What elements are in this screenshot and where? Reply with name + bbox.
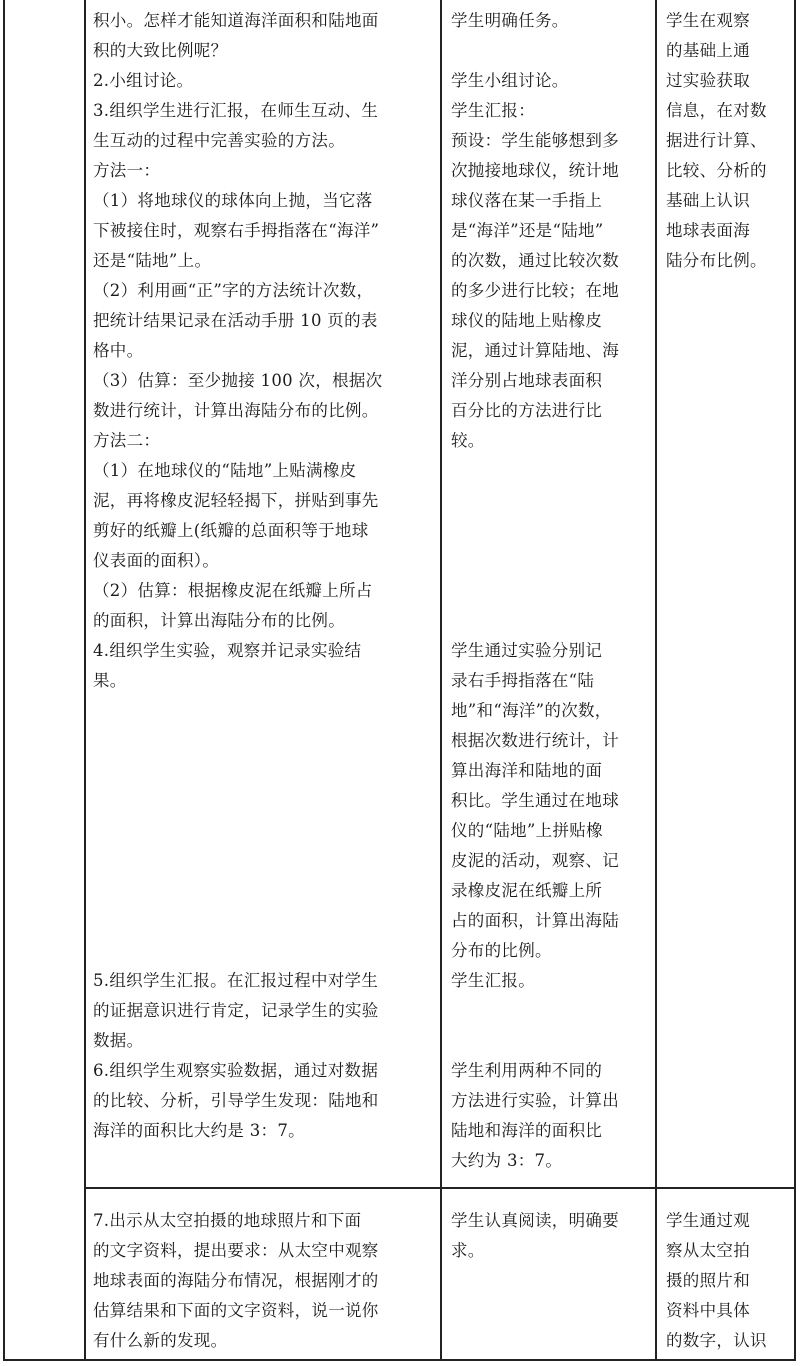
text-line: 占的面积，计算出海陆 [451,911,619,930]
text-line: 的面积，计算出海陆分布的比例。 [93,611,345,630]
design-intent-block-b [666,1206,786,1356]
text-line: 有什么新的发现。 [93,1331,228,1350]
text-line: （2）利用画“正”字的方法统计次数， [93,281,374,300]
text-line: （1）将地球仪的球体向上抛，当它落 [93,191,373,210]
text-line: 陆分布比例。 [666,251,767,270]
text-line: 泥，再将橡皮泥轻轻揭下，拼贴到事先 [93,491,379,510]
teacher-activities-block-c [93,1206,433,1356]
text-line: 仪表面的面积）。 [93,551,220,570]
column-divider [84,0,86,1361]
text-line: 还是“陆地”上。 [93,251,212,270]
table-border-left [3,0,5,1361]
text-line: 数进行统计，计算出海陆分布的比例。 [93,401,379,420]
row-divider [84,1187,795,1189]
text-line: 分布的比例。 [451,941,552,960]
text-line: 地”和“海洋”的次数， [451,701,612,720]
text-line: 的次数，通过比较次数 [451,251,619,270]
student-activities-block-e [451,1206,647,1266]
text-line: 格中。 [93,341,144,360]
text-line: 次抛接地球仪，统计地 [451,161,619,180]
text-line: 学生通过观 [666,1211,750,1230]
text-line: 录橡皮泥在纸瓣上所 [451,881,603,900]
teacher-activities-block-a [93,6,433,696]
text-line: 是“海洋”还是“陆地” [451,221,604,240]
text-line: 球仪的陆地上贴橡皮 [451,311,603,330]
text-line: 剪好的纸瓣上(纸瓣的总面积等于地球 [93,521,369,540]
text-line: 求。 [451,1241,485,1260]
text-line: 6.组织学生观察实验数据，通过对数据 [93,1061,379,1080]
text-line: 5.组织学生汇报。在汇报过程中对学生 [93,971,379,990]
text-line [451,36,647,66]
text-line: 7.出示从太空拍摄的地球照片和下面 [93,1211,362,1230]
design-intent-block-a [666,6,786,276]
text-line: 果。 [93,671,127,690]
text-line: 仪的“陆地”上拼贴橡 [451,821,603,840]
column-divider [655,0,657,1361]
text-line: 方法二： [93,431,161,450]
text-line: 据进行计算、 [666,131,767,150]
text-line: 察从太空拍 [666,1241,750,1260]
text-line: 的多少进行比较；在地 [451,281,619,300]
text-line: 的比较、分析，引导学生发现：陆地和 [93,1091,379,1110]
text-line: 基础上认识 [666,191,750,210]
text-line: 地球表面的海陆分布情况，根据刚才的 [93,1271,379,1290]
text-line: 的基础上通 [666,41,750,60]
text-line: 过实验获取 [666,71,750,90]
text-line: 球仪落在某一手指上 [451,191,603,210]
text-line: （2）估算：根据橡皮泥在纸瓣上所占 [93,581,373,600]
text-line: 百分比的方法进行比 [451,401,603,420]
text-line: 学生汇报： [451,101,535,120]
text-line: 皮泥的活动，观察、记 [451,851,619,870]
text-line: （3）估算：至少抛接 100 次，根据次 [93,371,383,390]
text-line: 估算结果和下面的文字资料，说一说你 [93,1301,379,1320]
text-line: 积小。怎样才能知道海洋面积和陆地面 [93,11,379,30]
text-line: 比较、分析的 [666,161,767,180]
text-line: 泥，通过计算陆地、海 [451,341,619,360]
text-line: 陆地和海洋的面积比 [451,1121,603,1140]
text-line: 2.小组讨论。 [93,71,194,90]
teacher-activities-block-b [93,966,433,1146]
text-line: 学生在观察 [666,11,750,30]
text-line: 学生汇报。 [451,971,535,990]
text-line: 的文字资料，提出要求：从太空中观察 [93,1241,379,1260]
text-line: 地球表面海 [666,221,750,240]
text-line: 方法一： [93,161,161,180]
text-line: 大约为 3：7。 [451,1151,563,1170]
column-divider [440,0,442,1361]
text-line: 根据次数进行统计，计 [451,731,619,750]
text-line: 算出海洋和陆地的面 [451,761,603,780]
text-line: 学生认真阅读，明确要 [451,1211,619,1230]
text-line: 积的大致比例呢？ [93,41,228,60]
text-line: 较。 [451,431,485,450]
text-line: 方法进行实验，计算出 [451,1091,619,1110]
text-line: 信息，在对数 [666,101,767,120]
student-activities-block-d [451,1056,647,1176]
text-line: 洋分别占地球表面积 [451,371,603,390]
text-line: 资料中具体 [666,1301,750,1320]
table-border-right [794,0,796,1361]
text-line: 生互动的过程中完善实验的方法。 [93,131,345,150]
text-line: 把统计结果记录在活动手册 10 页的表 [93,311,378,330]
text-line: 的证据意识进行肯定，记录学生的实验 [93,1001,379,1020]
table-bottom-border [3,1359,795,1361]
student-activities-block-a [451,6,647,456]
text-line: 摄的照片和 [666,1271,750,1290]
text-line: 学生利用两种不同的 [451,1061,603,1080]
student-activities-block-c [451,966,647,996]
text-line: 海洋的面积比大约是 3：7。 [93,1121,305,1140]
text-line: 的数字，认识 [666,1331,767,1350]
text-line: 录右手拇指落在“陆 [451,671,595,690]
text-line: （1）在地球仪的“陆地”上贴满橡皮 [93,461,357,480]
text-line: 学生通过实验分别记 [451,641,603,660]
text-line: 3.组织学生进行汇报，在师生互动、生 [93,101,379,120]
text-line: 数据。 [93,1031,144,1050]
text-line: 预设：学生能够想到多 [451,131,619,150]
text-line: 下被接住时，观察右手拇指落在“海洋” [93,221,380,240]
student-activities-block-b [451,636,647,966]
text-line: 学生小组讨论。 [451,71,569,90]
text-line: 4.组织学生实验，观察并记录实验结 [93,641,362,660]
text-line: 积比。学生通过在地球 [451,791,619,810]
text-line: 学生明确任务。 [451,11,569,30]
